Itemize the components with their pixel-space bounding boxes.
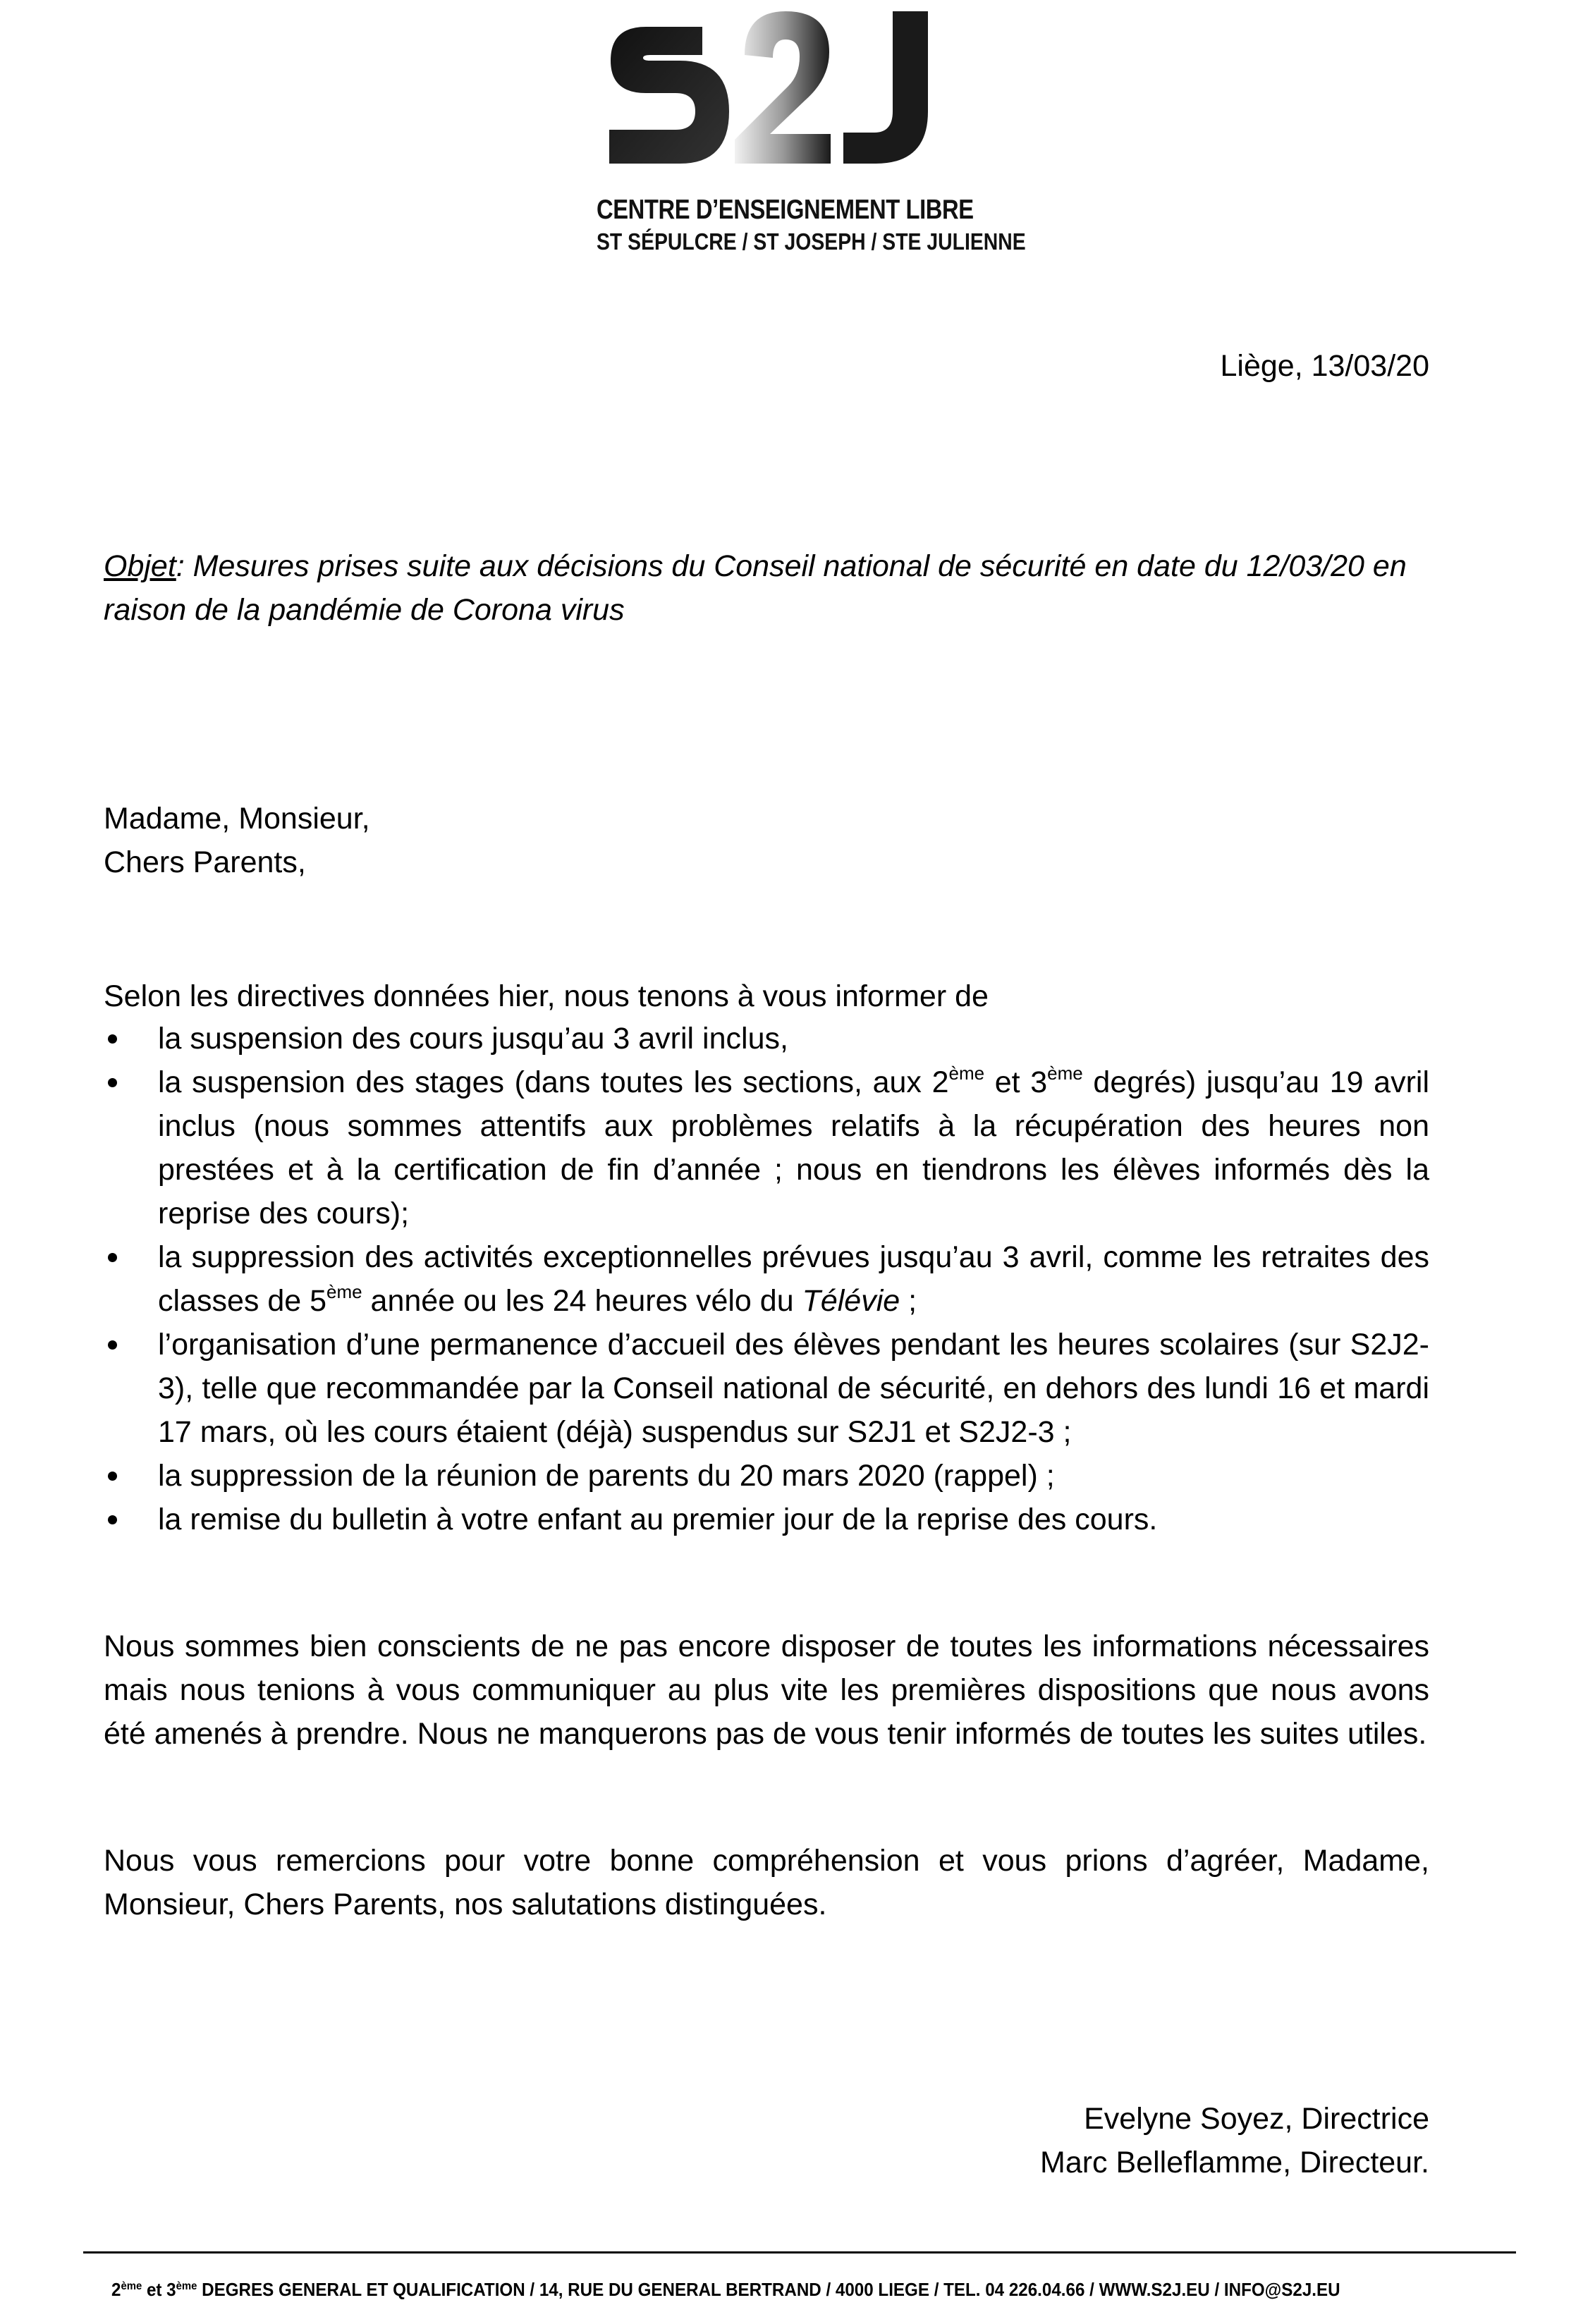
salutation-line: Madame, Monsieur, — [104, 802, 370, 836]
bullet-icon — [108, 1340, 117, 1350]
signature-line: Evelyne Soyez, Directrice — [1084, 2102, 1429, 2136]
measures-list — [104, 1017, 1429, 1541]
list-item: la suspension des cours jusqu’au 3 avril inclus, — [104, 1017, 1429, 1060]
list-item: la suppression de la réunion de parents du 20 mars 2020 (rappel) ; — [104, 1454, 1429, 1498]
list-item: la suppression des activités exceptionnelles prévues jusqu’au 3 avril, comme les retraites des classes de 5ème année ou les 24 heures vélo du Télévie ; — [104, 1235, 1429, 1323]
subject — [104, 544, 1429, 632]
body-paragraph: Nous sommes bien conscients de ne pas encore disposer de toutes les informations nécessaires mais nous tenions à vous communiquer au plus vite les premières dispositions que nous avons été amenés à prendre. Nous ne manquerons pas de vous tenir informés de toutes les suites utiles. — [104, 1629, 1429, 1751]
org-subtitle: ST SÉPULCRE / ST JOSEPH / STE JULIENNE — [597, 228, 1026, 255]
bullet-icon — [108, 1034, 117, 1044]
footer-divider — [83, 2251, 1516, 2253]
salutation — [104, 797, 370, 884]
list-item: l’organisation d’une permanence d’accueil des élèves pendant les heures scolaires (sur S2J2-3), telle que recommandée par la Conseil national de sécurité, en dehors des lundi 16 et mardi 17 mars, où les cours étaient (déjà) suspendus sur S2J1 et S2J2-3 ; — [104, 1323, 1429, 1454]
footer-address: 2ème et 3ème DEGRES GENERAL ET QUALIFICATION / 14, RUE DU GENERAL BERTRAND / 4000 LIEGE / TEL. 04 226.04.66 / WWW.S2J.EU / INFO@S2J.EU — [111, 2279, 1340, 2300]
subject-text: : Mesures prises suite aux décisions du Conseil national de sécurité en date du 12/03/20 en raison de la pandémie de Corona virus — [104, 549, 1407, 627]
closing-paragraph: Nous vous remercions pour votre bonne compréhension et vous prions d’agréer, Madame, Monsieur, Chers Parents, nos salutations distinguées. — [104, 1844, 1429, 1921]
signature-line: Marc Belleflamme, Directeur. — [1040, 2146, 1429, 2179]
org-name: CENTRE D’ENSEIGNEMENT LIBRE — [597, 195, 974, 225]
intro-line: Selon les directives données hier, nous tenons à vous informer de — [104, 979, 989, 1013]
bullet-icon — [108, 1515, 117, 1524]
subject-label: Objet — [104, 549, 176, 583]
bullet-icon — [108, 1078, 117, 1087]
s2j-logo — [597, 6, 939, 169]
list-item: la suspension des stages (dans toutes les sections, aux 2ème et 3ème degrés) jusqu’au 19 avril inclus (nous sommes attentifs aux problèmes relatifs à la récupération des heures non prestées et à la certification de fin d’année ; nous en tiendrons les élèves informés dès la reprise des cours); — [104, 1060, 1429, 1235]
bullet-icon — [108, 1472, 117, 1481]
bullet-icon — [108, 1253, 117, 1262]
salutation-line: Chers Parents, — [104, 845, 306, 879]
list-item: la remise du bulletin à votre enfant au premier jour de la reprise des cours. — [104, 1498, 1429, 1541]
date-line: Liège, 13/03/20 — [1220, 349, 1429, 383]
